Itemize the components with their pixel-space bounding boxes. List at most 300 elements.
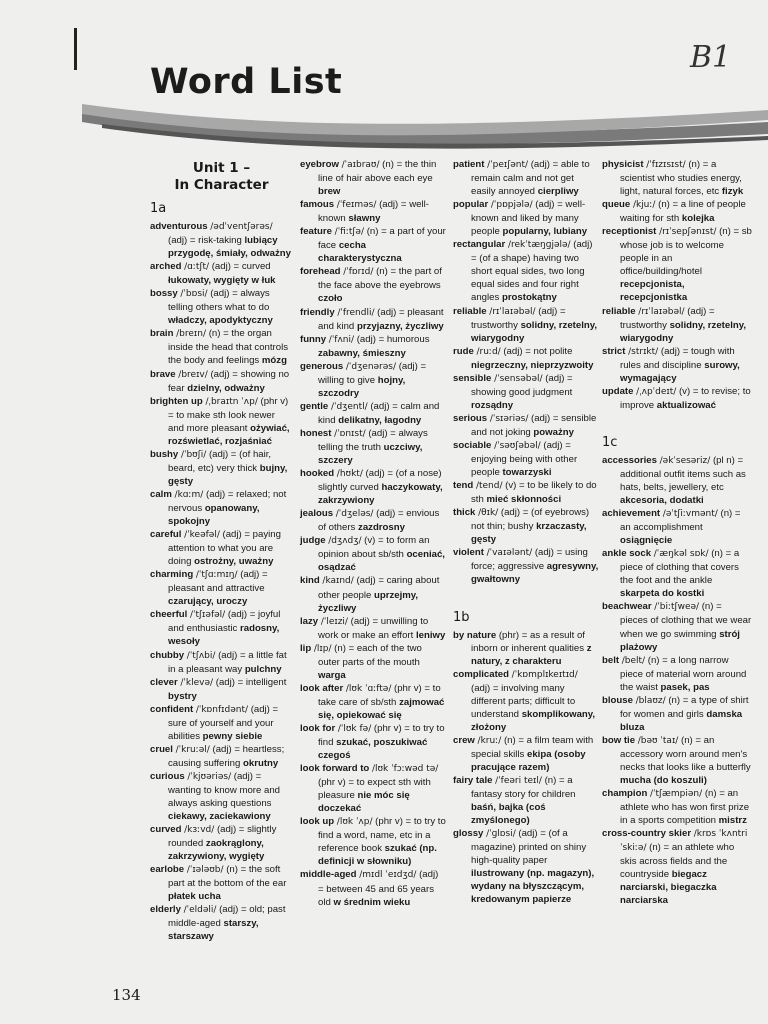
headword: chubby	[150, 649, 185, 661]
polish-translation: recepcjonista, recepcjonistka	[620, 279, 688, 304]
headword: accessories	[602, 454, 657, 466]
pronunciation: /ɑːtʃt/	[184, 262, 210, 273]
word-entry	[150, 608, 293, 648]
headword: queue	[602, 199, 631, 211]
word-entry	[150, 703, 293, 743]
word-entry	[453, 774, 599, 827]
headword: famous	[300, 199, 335, 211]
pronunciation: /ˈkɒmplɪkeɪtɪd/	[511, 669, 578, 680]
pronunciation: /kjuː/	[632, 200, 656, 211]
definition: (adj) = showing good judgment	[471, 372, 573, 398]
pronunciation: /ˈfeəri teɪl/	[495, 776, 542, 787]
headword: funny	[300, 333, 327, 345]
definition: (phr v) = to try to find a word, name, etc in a reference book	[318, 816, 446, 855]
word-entry	[453, 158, 599, 198]
word-entry	[602, 600, 752, 653]
headword: eyebrow	[300, 159, 339, 170]
word-entry	[300, 467, 446, 507]
pronunciation: /ˈɒnɪst/	[334, 428, 366, 439]
polish-translation: warga	[318, 669, 346, 681]
definition: (adj) = (of a shape) having two short equal sides, two long equal sides and four right angles	[471, 239, 593, 304]
word-entry	[150, 823, 293, 863]
pronunciation: /mɪdl ˈeɪdʒd/	[359, 870, 417, 881]
polish-translation: fizyk	[721, 186, 744, 198]
pronunciation: /ˈɪələʊb/	[186, 865, 224, 876]
pronunciation: /krɒs ˈkʌntri ˈskiːə/	[620, 829, 748, 854]
pronunciation: /lʊk ˈɑːftə/	[345, 683, 392, 694]
word-entry	[300, 815, 446, 868]
pronunciation: /lɪp/	[313, 643, 332, 654]
definition: (adj) = able to remain calm and not get easily annoyed	[471, 159, 590, 198]
definition: (adj) = curved	[211, 261, 271, 273]
word-entry	[150, 770, 293, 823]
pronunciation: /ˈleɪzi/	[320, 616, 348, 627]
definition: (adj) = risk-taking	[168, 235, 242, 247]
pronunciation: /rɪˈsepʃənɪst/	[659, 227, 717, 238]
headword: calm	[150, 488, 172, 500]
polish-translation: leniwy	[415, 629, 446, 641]
word-entry	[300, 534, 446, 574]
definition: (adj) = sensible and not joking	[471, 412, 597, 438]
polish-translation: rozsądny	[471, 399, 514, 411]
polish-translation: ożywiać, rozświetlać, rozjaśniać	[168, 422, 290, 447]
pronunciation: /ˈeldəli/	[183, 905, 217, 916]
pronunciation: /ˈfʌni/	[328, 334, 355, 345]
headword: strict	[602, 345, 626, 357]
headword: look for	[300, 722, 336, 734]
polish-translation: okrutny	[243, 757, 279, 769]
section-heading: 1c	[602, 434, 618, 450]
polish-translation: cierpliwy	[537, 186, 579, 198]
headword: lip	[300, 642, 312, 654]
polish-translation: solidny, rzetelny, wiarygodny	[620, 319, 747, 344]
definition: (n) = the soft part at the bottom of the ear	[168, 864, 287, 890]
word-entry	[300, 722, 446, 762]
word-entry	[602, 547, 752, 600]
headword: tend	[453, 480, 474, 492]
word-entry	[300, 198, 446, 225]
word-entry	[300, 306, 446, 333]
polish-translation: zaokrąglony, zakrzywiony, wygięty	[168, 838, 265, 863]
definition: (adj) = caring about other people	[318, 575, 440, 601]
polish-translation: ostrożny, uważny	[194, 556, 274, 568]
polish-translation: akcesoria, dodatki	[620, 495, 704, 507]
word-entry	[602, 454, 752, 507]
definition: (n) = a type of shirt for women and girls	[620, 694, 749, 720]
headword: sociable	[453, 439, 492, 451]
definition: (n) = a scientist who studies energy, light, natural forces, etc	[620, 159, 742, 198]
word-entry	[602, 385, 752, 412]
word-entry	[150, 649, 293, 676]
pronunciation: /ədˈventʃərəs/	[210, 222, 273, 232]
polish-translation: oceniać, osądzać	[318, 549, 445, 574]
pronunciation: /θɪk/	[478, 508, 499, 519]
pronunciation: /breɪn/	[176, 329, 207, 340]
definition: (adj) = enjoying being with other people	[471, 439, 578, 479]
word-entry	[453, 629, 599, 668]
polish-translation: ilustrowany (np. magazyn), wydany na błyszczącym, kredowanym papierze	[471, 868, 595, 906]
headword: sensible	[453, 372, 492, 384]
polish-translation: łukowaty, wygięty w łuk	[168, 275, 276, 287]
headword: receptionist	[602, 226, 657, 238]
word-entry	[150, 220, 293, 260]
word-entry	[453, 734, 599, 774]
pronunciation: /ˈkeəfəl/	[184, 530, 220, 541]
definition: (n) = a part of your face	[318, 226, 446, 252]
polish-translation: pewny siebie	[202, 730, 263, 742]
pronunciation: /tend/	[475, 481, 503, 492]
headword: elderly	[150, 904, 181, 916]
polish-translation: zajmować się, opiekować się	[318, 696, 445, 721]
pronunciation: /bəʊ ˈtaɪ/	[637, 735, 679, 746]
headword: bushy	[150, 448, 179, 460]
headword: ankle sock	[602, 548, 652, 560]
pronunciation: /lʊk ˈʌp/	[336, 817, 373, 828]
headword: jealous	[300, 508, 334, 520]
pronunciation: /ˈtʃɪəfəl/	[190, 610, 226, 621]
pronunciation: /ˈfrendli/	[337, 307, 375, 318]
word-entry	[150, 287, 293, 327]
pronunciation: /ˈdʒeləs/	[335, 509, 374, 520]
word-entry	[602, 305, 752, 345]
page-number: 134	[112, 986, 141, 1004]
definition: (n) = a line of people waiting for sth	[620, 199, 746, 225]
pronunciation: /ˈkruːəl/	[175, 744, 210, 755]
column-1	[150, 158, 293, 944]
word-entry	[150, 488, 293, 528]
headword: champion	[602, 788, 648, 800]
pronunciation: /ˈbɒsi/	[180, 289, 208, 300]
word-entry	[300, 574, 446, 614]
polish-translation: zazdrosny	[358, 522, 405, 534]
polish-translation: kolejka	[681, 213, 715, 225]
pronunciation: /dʒʌdʒ/	[328, 536, 362, 547]
word-entry	[453, 305, 599, 345]
definition: (adj) = willing to give	[318, 360, 427, 386]
headword: reliable	[453, 305, 487, 317]
word-entry	[453, 479, 599, 506]
pronunciation: /ruːd/	[476, 346, 501, 357]
polish-translation: delikatny, łagodny	[338, 414, 422, 426]
pronunciation: /rɪˈlaɪəbəl/	[489, 306, 536, 317]
definition: (adj) = (of hair, beard, etc) very thick	[168, 448, 272, 474]
polish-translation: szukać, poszukiwać czegoś	[318, 737, 428, 762]
word-entry	[602, 198, 752, 225]
word-entry	[453, 827, 599, 906]
definition: (adj) = trustworthy	[471, 305, 566, 331]
word-entry	[150, 903, 293, 943]
polish-translation: damska bluza	[620, 708, 743, 733]
headword: fairy tale	[453, 775, 493, 787]
definition: (adj) = heartless; causing suffering	[168, 743, 285, 769]
polish-translation: ciekawy, zaciekawiony	[168, 811, 271, 823]
headword: confident	[150, 703, 194, 715]
definition: (phr v) = to expect sth with pleasure	[318, 777, 431, 802]
definition: (adj) = (of a nose) slightly curved	[318, 468, 442, 494]
pronunciation: /kɑːm/	[174, 489, 204, 500]
definition: (n) = an accessory worn around men's necks that looks like a butterfly	[620, 734, 751, 773]
headword: look after	[300, 682, 344, 694]
definition: (adj) = humorous	[356, 333, 430, 345]
word-entry	[150, 448, 293, 488]
word-entry	[453, 668, 599, 734]
headword: adventurous	[150, 221, 208, 232]
headword: cruel	[150, 743, 173, 755]
definition: (adj) = well-known and liked by many people	[471, 199, 586, 238]
polish-translation: solidny, rzetelny, wiarygodny	[471, 319, 598, 344]
headword: violent	[453, 547, 484, 559]
word-entry	[300, 642, 446, 682]
column-3	[453, 158, 599, 906]
word-entry	[453, 439, 599, 479]
word-entry	[150, 395, 293, 448]
polish-translation: sławny	[348, 213, 381, 225]
headword: generous	[300, 360, 344, 372]
headword: curved	[150, 824, 182, 836]
polish-translation: towarzyski	[502, 467, 552, 479]
word-entry	[602, 654, 752, 694]
polish-translation: pasek, pas	[660, 681, 710, 693]
word-entry	[453, 546, 599, 586]
pronunciation: /ˌʌpˈdeɪt/	[636, 386, 677, 397]
pronunciation: /ˈdʒentl/	[330, 401, 368, 412]
headword: bow tie	[602, 734, 636, 746]
pronunciation: /strɪkt/	[628, 346, 659, 357]
word-entry	[300, 265, 446, 305]
polish-translation: władczy, apodyktyczny	[168, 315, 273, 327]
definition: (pl n) = additional outfit items such as hats, belts, jewellery, etc	[620, 454, 746, 493]
pronunciation: /ˈbiːtʃweə/	[654, 602, 700, 613]
polish-translation: czarujący, uroczy	[168, 596, 248, 608]
pronunciation: /ˈfeɪməs/	[336, 200, 377, 211]
definition: (n) = an athlete who has won first prize in a sports competition	[620, 788, 750, 827]
headword: look up	[300, 816, 335, 828]
polish-translation: mucha (do koszuli)	[620, 775, 707, 787]
definition: (n) = the part of the face above the eyebrows	[318, 266, 442, 292]
polish-translation: czoło	[318, 293, 343, 305]
title-swoosh-decoration	[82, 100, 768, 155]
headword: glossy	[453, 828, 484, 840]
headword: by nature	[453, 629, 497, 641]
headword: lazy	[300, 615, 319, 627]
polish-translation: przyjazny, życzliwy	[356, 320, 444, 332]
headword: brighten up	[150, 395, 203, 407]
headword: feature	[300, 226, 332, 238]
definition: (v) = to revise; to improve	[620, 385, 751, 411]
headword: bossy	[150, 288, 178, 300]
pronunciation: /ˈaɪbraʊ/	[341, 160, 380, 170]
definition: (adj) = a little fat in a pleasant way	[168, 649, 287, 675]
pronunciation: /belt/	[621, 655, 646, 666]
word-entry	[150, 676, 293, 703]
pronunciation: /ˈtʃɑːmɪŋ/	[195, 570, 238, 581]
definition: (adj) = (of a magazine) printed on shiny high-quality paper	[471, 828, 587, 867]
pronunciation: /ˈæŋkəl sɒk/	[653, 549, 709, 560]
definition: (adj) = always telling others what to do	[168, 288, 270, 314]
polish-translation: biegacz narciarski, biegaczka narciarska	[620, 869, 717, 907]
pronunciation: /rɪˈlaɪəbəl/	[638, 306, 685, 317]
polish-translation: lubiący przygodę, śmiały, odważny	[168, 235, 291, 260]
definition: (adj) = showing no fear	[168, 368, 290, 394]
polish-translation: skarpeta do kostki	[620, 588, 705, 600]
polish-translation: ekipa (osoby pracujące razem)	[471, 748, 586, 773]
word-entry	[602, 225, 752, 304]
headword: friendly	[300, 306, 335, 318]
word-entry	[150, 260, 293, 287]
headword: curious	[150, 770, 185, 782]
polish-translation: surowy, wymagający	[620, 359, 740, 384]
section-heading: 1a	[150, 201, 167, 216]
polish-translation: uczciwy, szczery	[318, 441, 423, 467]
word-entry	[300, 615, 446, 642]
polish-translation: dzielny, odważny	[187, 382, 265, 394]
definition: (adj) = intelligent	[215, 676, 287, 688]
word-entry	[602, 345, 752, 385]
word-entry	[453, 506, 599, 546]
page-title: Word List	[150, 62, 343, 102]
polish-translation: agresywny, gwałtowny	[471, 561, 599, 586]
pronunciation: /kaɪnd/	[322, 576, 354, 587]
margin-mark	[74, 28, 77, 70]
headword: physicist	[602, 159, 644, 170]
word-entry	[602, 507, 752, 547]
word-entry	[453, 198, 599, 238]
polish-translation: osiągnięcie	[620, 535, 673, 547]
headword: patient	[453, 159, 485, 170]
word-entry	[453, 372, 599, 412]
headword: arched	[150, 261, 182, 273]
word-entry	[300, 682, 446, 722]
word-entry	[300, 360, 446, 400]
pronunciation: /rekˈtæŋɡjələ/	[507, 240, 571, 251]
polish-translation: opanowany, spokojny	[168, 502, 260, 528]
pronunciation: /ˈfiːtʃə/	[334, 227, 365, 238]
pronunciation: /ˈvaɪələnt/	[486, 548, 533, 559]
polish-translation: szukać (np. definicji w słowniku)	[318, 843, 437, 868]
definition: (adj) = wanting to know more and always asking questions	[168, 770, 280, 810]
polish-translation: mistrz	[718, 815, 747, 827]
definition: (n) = the organ inside the head that controls the body and feelings	[168, 328, 289, 367]
pronunciation: /ˈsəʊʃəbəl/	[494, 440, 541, 451]
polish-translation: aktualizować	[656, 399, 716, 411]
definition: (adj) = pleasant and attractive	[168, 569, 268, 595]
word-entry	[300, 868, 446, 908]
word-entry	[300, 158, 446, 198]
definition: (adj) = (of eyebrows) not thin; bushy	[471, 507, 590, 533]
polish-translation: baśń, bajka (coś zmyślonego)	[471, 802, 546, 827]
word-entry	[602, 734, 752, 787]
pronunciation: /kɜːvd/	[184, 825, 215, 836]
word-entry	[300, 762, 446, 815]
definition: (n) = a long narrow piece of material worn around the waist	[620, 654, 747, 693]
headword: kind	[300, 575, 320, 587]
headword: reliable	[602, 305, 636, 317]
headword: popular	[453, 199, 489, 211]
definition: (adj) = involving many different parts; difficult to understand	[471, 682, 576, 720]
pronunciation: /ˈlʊk fə/	[337, 723, 372, 734]
unit-heading	[150, 160, 293, 194]
polish-translation: radosny, wesoły	[168, 623, 280, 648]
pronunciation: /lʊk ˈfɔːwəd tə/	[371, 764, 439, 775]
polish-translation: brew	[318, 186, 341, 198]
word-entry	[150, 528, 293, 568]
definition: (adj) = joyful and enthusiastic	[168, 609, 281, 635]
word-entry	[150, 327, 293, 367]
definition: (adj) = slightly rounded	[168, 824, 277, 850]
definition: (phr v) = to take care of sb/sth	[318, 682, 441, 708]
headword: achievement	[602, 508, 661, 520]
polish-translation: bystry	[168, 690, 197, 702]
word-entry	[602, 694, 752, 734]
polish-translation: poważny	[533, 426, 574, 438]
definition: (adj) = between 45 and 65 years old	[318, 869, 439, 908]
pronunciation: /ˈɡlɒsi/	[486, 829, 516, 840]
polish-translation: starszy, starszawy	[168, 918, 259, 943]
word-entry	[150, 368, 293, 395]
headword: brave	[150, 368, 176, 380]
definition: (adj) = relaxed; not nervous	[168, 488, 287, 514]
polish-translation: uprzejmy, życzliwy	[318, 589, 419, 614]
pronunciation: /ˌbraɪtn ˈʌp/	[205, 396, 258, 407]
polish-translation: haczykowaty, zakrzywiony	[318, 482, 443, 507]
word-entry	[300, 427, 446, 467]
word-entry	[453, 238, 599, 304]
definition: (adj) = envious of others	[318, 508, 440, 534]
pronunciation: /ˈkɒnfɪdənt/	[195, 704, 249, 715]
headword: blouse	[602, 694, 633, 706]
definition: (n) = a piece of clothing that covers the foot and the ankle	[620, 548, 740, 587]
pronunciation: /ˈbʊʃi/	[180, 449, 207, 460]
pronunciation: /ˈtʃʌbi/	[186, 650, 216, 661]
word-entry	[300, 225, 446, 265]
word-entry	[300, 333, 446, 360]
definition: (n) = the thin line of hair above each eye	[318, 159, 437, 185]
headword: careful	[150, 529, 182, 541]
handwritten-note: B1	[690, 40, 732, 75]
section-heading: 1b	[453, 609, 470, 625]
polish-translation: cecha charakterystyczna	[318, 240, 402, 265]
word-entry	[150, 568, 293, 608]
definition: (phr) = as a result of inborn or inherent qualities	[471, 629, 585, 654]
polish-translation: niegrzeczny, nieprzyzwoity	[471, 359, 594, 371]
definition: (n) = each of the two outer parts of the mouth	[318, 642, 422, 668]
headword: cross-country skier	[602, 828, 692, 840]
word-entry	[602, 827, 752, 907]
headword: clever	[150, 676, 178, 688]
headword: belt	[602, 654, 620, 666]
column-2	[300, 158, 446, 909]
definition: (v) = to form an opinion about sb/sth	[318, 535, 430, 561]
headword: crew	[453, 734, 475, 746]
word-entry	[150, 863, 293, 903]
polish-translation: prostokątny	[501, 292, 557, 304]
pronunciation: /ˈfɪzɪsɪst/	[646, 160, 686, 170]
polish-translation: skomplikowany, złożony	[471, 708, 596, 733]
definition: (adj) = pleasant and kind	[318, 306, 444, 332]
pronunciation: /ˈdʒenərəs/	[345, 361, 397, 372]
pronunciation: /hʊkt/	[336, 469, 363, 480]
definition: (n) = a fantasy story for children	[471, 775, 576, 801]
polish-translation: płatek ucha	[168, 891, 221, 903]
headword: serious	[453, 412, 488, 424]
polish-translation: w średnim wieku	[333, 896, 411, 908]
headword: judge	[300, 535, 326, 547]
word-entry	[602, 787, 752, 827]
definition: (n) = an athlete who skis across fields and the countryside	[620, 842, 735, 881]
headword: honest	[300, 427, 332, 439]
headword: middle-aged	[300, 869, 357, 881]
pronunciation: /ˈkjʊəriəs/	[187, 771, 232, 782]
